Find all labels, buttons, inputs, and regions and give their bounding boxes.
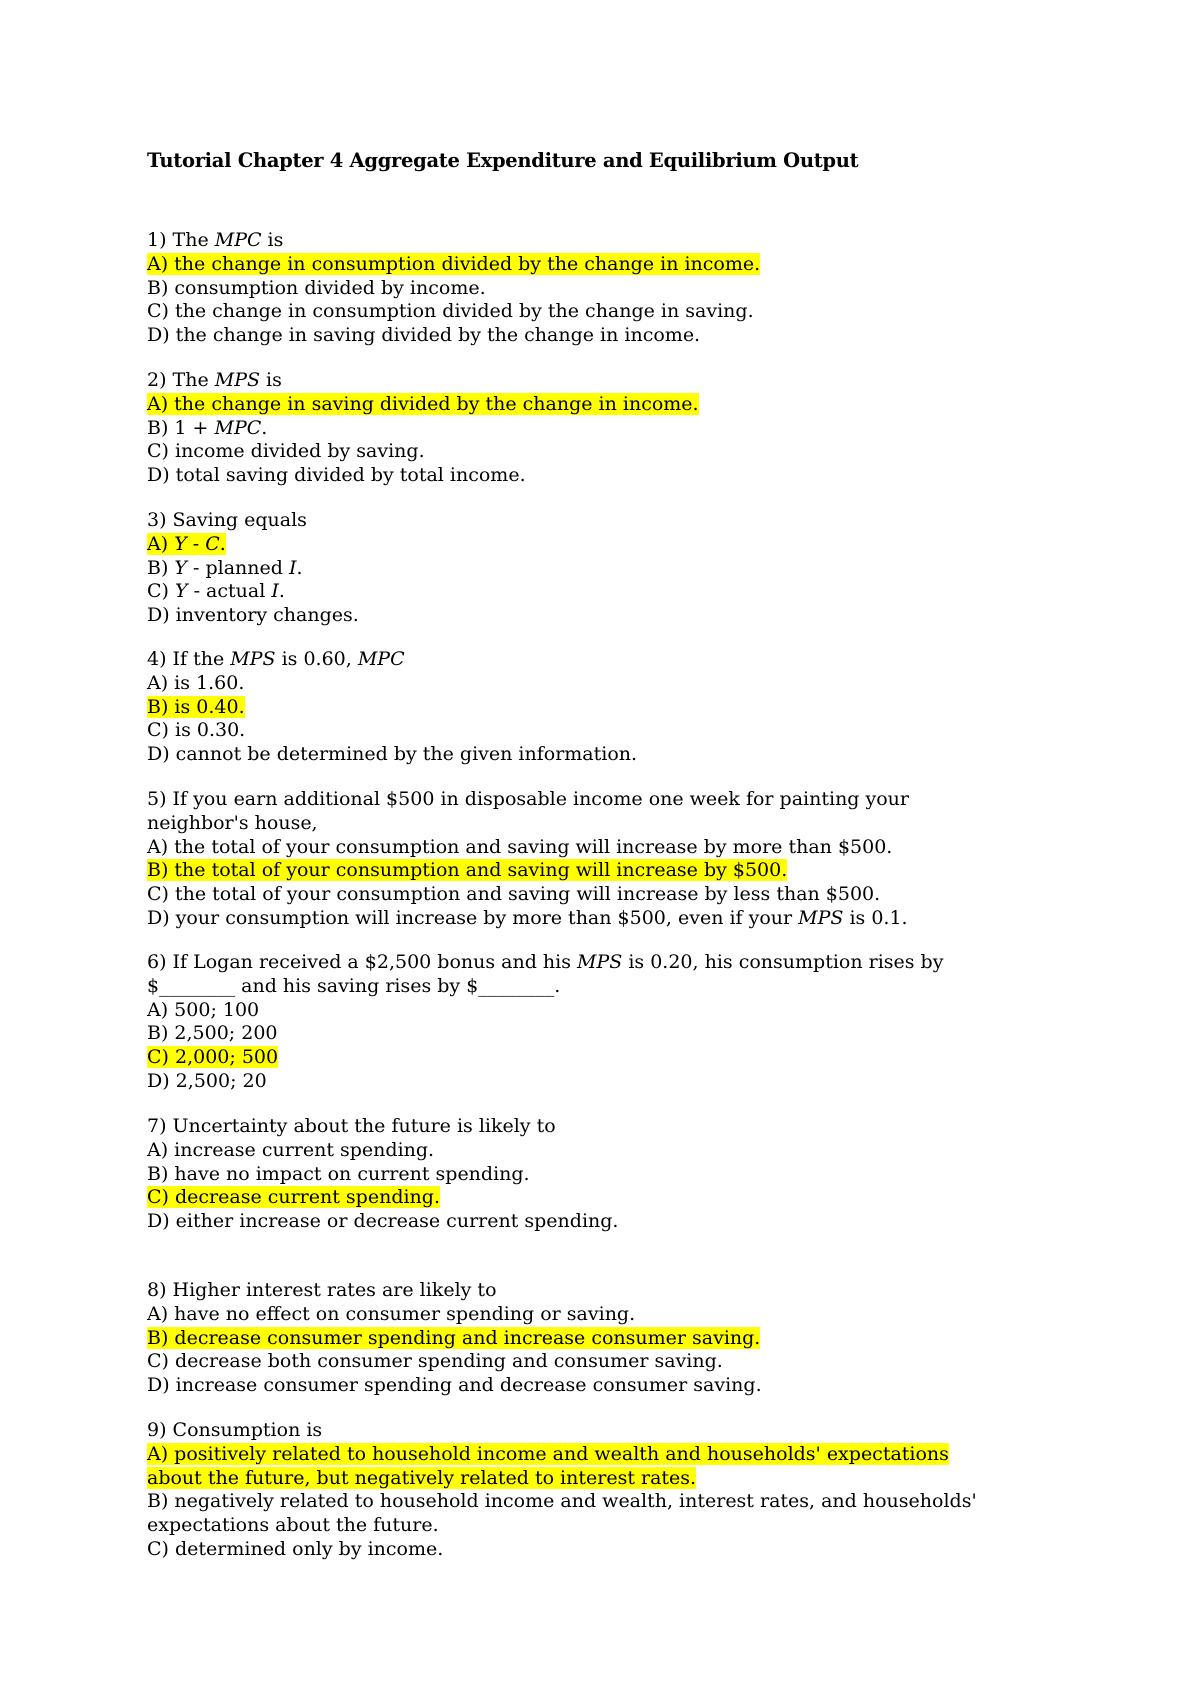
answer-option <box>147 1139 1047 1163</box>
answer-option-text: C) determined only by income. <box>147 1537 444 1560</box>
answer-option-text: B) consumption divided by income. <box>147 276 486 299</box>
answer-option-text: C) Y - actual I. <box>147 580 285 603</box>
answer-option-text: C) decrease both consumer spending and consumer saving. <box>147 1350 723 1373</box>
answer-option <box>147 743 1047 767</box>
answer-option <box>147 719 1047 743</box>
question-9 <box>147 1419 1047 1562</box>
answer-option <box>147 300 1047 324</box>
answer-option-text: C) the total of your consumption and saving will increase by less than $500. <box>147 883 881 906</box>
answer-option-text: B) is 0.40. <box>147 695 245 718</box>
answer-option <box>147 1514 1047 1538</box>
answer-option <box>147 417 1047 441</box>
answer-option-text: C) 2,000; 500 <box>147 1046 279 1069</box>
answer-option-correct <box>147 1186 1047 1210</box>
answer-option <box>147 440 1047 464</box>
answer-option <box>147 1350 1047 1374</box>
answer-option-correct <box>147 1443 1047 1467</box>
answer-option-text: A) the total of your consumption and saving will increase by more than $500. <box>147 835 893 858</box>
question-stem: 9) Consumption is <box>147 1419 323 1441</box>
answer-option-text: C) is 0.30. <box>147 719 246 742</box>
answer-option-text: A) is 1.60. <box>147 671 245 694</box>
answer-option <box>147 1070 1047 1094</box>
answer-option-text: B) 1 + MPC. <box>147 416 268 439</box>
question-stem: 6) If Logan received a $2,500 bonus and his MPS is 0.20, his consumption rises by <box>147 951 944 973</box>
answer-option-text: D) cannot be determined by the given information. <box>147 743 638 766</box>
answer-option-text: B) decrease consumer spending and increase consumer saving. <box>147 1326 761 1349</box>
answer-option <box>147 277 1047 301</box>
answer-option-text: B) have no impact on current spending. <box>147 1162 530 1185</box>
answer-option-text: C) income divided by saving. <box>147 440 425 463</box>
answer-option-text: A) the change in saving divided by the change in income. <box>147 392 699 415</box>
answer-option-text: about the future, but negatively related to interest rates. <box>147 1466 697 1489</box>
answer-option-text: D) increase consumer spending and decrease consumer saving. <box>147 1374 762 1397</box>
answer-option <box>147 1163 1047 1187</box>
answer-option <box>147 1022 1047 1046</box>
answer-option-text: expectations about the future. <box>147 1514 439 1537</box>
question-4 <box>147 648 1047 767</box>
answer-option <box>147 580 1047 604</box>
answer-option <box>147 999 1047 1023</box>
answer-option <box>147 1374 1047 1398</box>
answer-option-text: A) increase current spending. <box>147 1138 435 1161</box>
answer-option-correct <box>147 1467 1047 1491</box>
answer-option-text: C) the change in consumption divided by the change in saving. <box>147 300 754 323</box>
question-stem: 4) If the MPS is 0.60, MPC <box>147 648 405 670</box>
question-stem: 3) Saving equals <box>147 509 307 531</box>
answer-option-text: A) the change in consumption divided by the change in income. <box>147 252 761 275</box>
question-stem: neighbor's house, <box>147 811 318 834</box>
answer-option-text: B) Y - planned I. <box>147 556 303 579</box>
question-5 <box>147 788 1047 931</box>
answer-option-text: D) total saving divided by total income. <box>147 464 526 487</box>
answer-option-correct <box>147 253 1047 277</box>
answer-option <box>147 1210 1047 1234</box>
answer-option-text: D) your consumption will increase by more than $500, even if your MPS is 0.1. <box>147 906 908 929</box>
answer-option-text: A) Y - C. <box>147 532 226 555</box>
answer-option <box>147 557 1047 581</box>
answer-option-correct <box>147 1327 1047 1351</box>
answer-option <box>147 1538 1047 1562</box>
answer-option-text: B) negatively related to household income and wealth, interest rates, and households' <box>147 1490 977 1513</box>
answer-option-text: D) 2,500; 20 <box>147 1069 267 1092</box>
answer-option-text: A) 500; 100 <box>147 998 260 1021</box>
answer-option-correct <box>147 533 1047 557</box>
question-stem: 2) The MPS is <box>147 369 282 391</box>
answer-option <box>147 324 1047 348</box>
question-1 <box>147 229 1047 348</box>
answer-option-text: B) the total of your consumption and saving will increase by $500. <box>147 859 788 882</box>
answer-option-correct <box>147 696 1047 720</box>
question-8 <box>147 1279 1047 1398</box>
question-7 <box>147 1115 1047 1234</box>
answer-option <box>147 907 1047 931</box>
answer-option-correct <box>147 1046 1047 1070</box>
question-2 <box>147 369 1047 488</box>
answer-option <box>147 883 1047 907</box>
answer-option-correct <box>147 393 1047 417</box>
answer-option <box>147 1490 1047 1514</box>
answer-option-text: C) decrease current spending. <box>147 1186 440 1209</box>
answer-option-text: B) 2,500; 200 <box>147 1022 278 1045</box>
answer-option <box>147 836 1047 860</box>
answer-option-text: A) have no effect on consumer spending or saving. <box>147 1302 636 1325</box>
question-6 <box>147 951 1047 1094</box>
answer-option-text: A) positively related to household income and wealth and households' expectations <box>147 1442 949 1465</box>
answer-option <box>147 672 1047 696</box>
answer-option-text: D) inventory changes. <box>147 604 359 627</box>
question-stem: 7) Uncertainty about the future is likely to <box>147 1115 556 1137</box>
question-stem: 5) If you earn additional $500 in disposable income one week for painting your <box>147 788 909 810</box>
question-3 <box>147 509 1047 628</box>
answer-option <box>147 1303 1047 1327</box>
answer-option-text: D) either increase or decrease current spending. <box>147 1210 619 1233</box>
answer-option-correct <box>147 859 1047 883</box>
answer-option <box>147 464 1047 488</box>
question-stem: $________ and his saving rises by $________. <box>147 974 561 997</box>
answer-option <box>147 604 1047 628</box>
question-stem: 1) The MPC is <box>147 229 284 251</box>
answer-option-text: D) the change in saving divided by the change in income. <box>147 324 701 347</box>
question-stem: 8) Higher interest rates are likely to <box>147 1279 497 1301</box>
page-title: Tutorial Chapter 4 Aggregate Expenditure and Equilibrium Output <box>147 149 859 172</box>
